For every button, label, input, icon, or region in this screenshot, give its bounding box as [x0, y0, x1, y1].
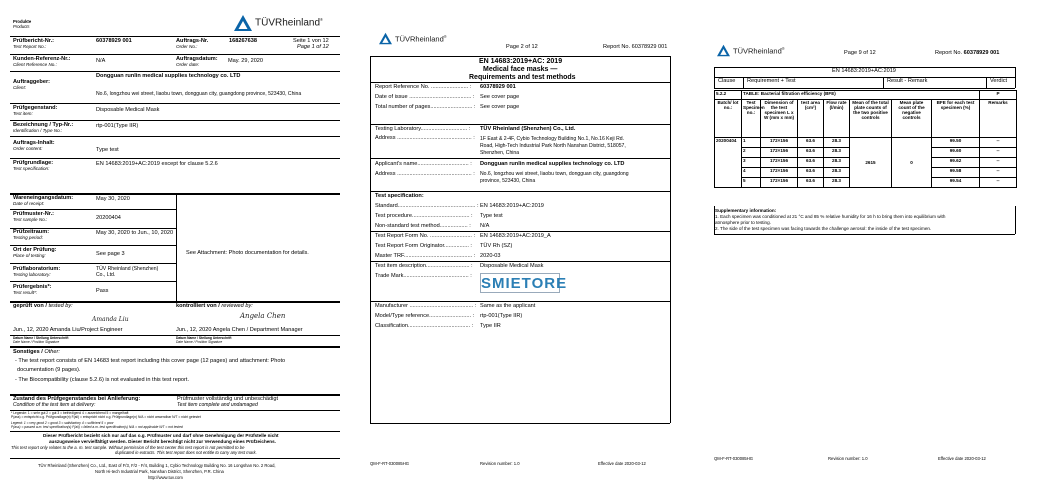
footer-url[interactable]: http://www.tuv.com: [148, 475, 183, 480]
col-area-text: test area (cm²): [801, 100, 820, 111]
bfe-cell: 99.62: [932, 158, 980, 168]
cond-label-en: Condition of the test item at delivery:: [13, 402, 96, 408]
report-no: 60378929 001: [96, 38, 132, 44]
tuv-logo: [233, 14, 323, 32]
tuv-logo-3: [716, 44, 785, 57]
flow-cell: 28.3: [824, 158, 850, 168]
legend-2: P(ass) = entspricht o.g. Prüfgrundlage(n) F(ail) = entspricht nicht o.g. Prüfgrundlage(n) N/A = nicht anwendbar N/T = nicht getestet: [11, 415, 201, 419]
master-label: Master TRF............................................ :: [375, 253, 476, 259]
remark-cell: --: [980, 168, 1017, 178]
col-negative: [892, 100, 932, 138]
mfr-value: Same as the applicant: [480, 303, 536, 309]
report-no-2: Report No. 60378929 001: [603, 44, 668, 50]
col-specimen: [742, 100, 765, 138]
receipt-value: May 30, 2020: [96, 196, 130, 202]
col-negative-text: Mean plate count of the negative controls: [898, 100, 925, 121]
dim-cell: 172×156: [761, 168, 798, 178]
page-label: Seite 1 von 12: [293, 38, 329, 44]
procedure-label: Test procedure..................................... :: [375, 213, 473, 219]
client-ref-label: Kunden-Referenz-Nr.:: [13, 56, 71, 62]
spec-label-en: Test specification:: [13, 166, 50, 171]
tested-by-de: geprüft von /: [13, 303, 47, 309]
area-cell: 63.6: [798, 138, 824, 148]
item-label: Prüfgegenstand:: [13, 105, 58, 111]
area-cell: 63.6: [798, 148, 824, 158]
brand-reg-2: ®: [443, 33, 447, 39]
model-value: rtp-001(Type IIR): [480, 313, 523, 319]
col-remarks-text: Remarks: [988, 100, 1008, 105]
dim-cell: 172×156: [761, 158, 798, 168]
result-value: Pass: [96, 288, 109, 294]
client-label: Auftraggeber:: [13, 79, 50, 85]
applicant-addr-1: No.6, longzhou wei street, liaobu town, dongguan city, guangdong: [480, 171, 629, 177]
period-label-en: Testing period:: [13, 235, 43, 240]
page-2: [366, 25, 673, 473]
col-batch: [715, 100, 742, 138]
pages-value: See cover page: [480, 104, 520, 110]
batch-text: 20200404: [716, 138, 737, 143]
footer-mid-2: Revision number: 1.0: [480, 461, 520, 466]
order-date-label: Auftragsdatum:: [176, 56, 218, 62]
lab-label-2: Testing Laboratory.............................. :: [375, 126, 471, 132]
desc-value: Disposable Medical Mask: [480, 263, 544, 269]
result-header: Result - Remark: [887, 78, 928, 84]
tested-line: Jun., 12, 2020 Amanda Liu/Project Engineer: [13, 327, 123, 333]
reviewed-by-en: reviewed by:: [221, 303, 253, 309]
lab-value-2: Co., Ltd.: [96, 272, 116, 278]
spec-no: 1: [742, 138, 761, 148]
section-no: [715, 91, 742, 100]
spec-no: 5: [742, 178, 761, 188]
report-no-label-3: Report No.: [935, 50, 963, 56]
legend-3: Legend: 1 = very good 2 = good 3 = satisfactory 4 = sufficient 5 = poor: [11, 421, 114, 425]
class-value: Type IIR: [480, 323, 501, 329]
spec-value: EN 14683:2019+AC:2019 except for clause 5.2.6: [96, 161, 218, 167]
period-label: Prüfzeitraum:: [13, 229, 50, 235]
sample-label-en: Test sample No.:: [13, 217, 48, 222]
mean-negative: 0: [892, 138, 932, 188]
triangle-icon: [378, 32, 393, 45]
order-no-label: Auftrags-Nr.: [176, 38, 209, 44]
receipt-label-en: Date of receipt:: [13, 201, 45, 206]
item-label-en: Test item:: [13, 111, 33, 116]
lab-addr-3: Shenzhen, China: [480, 150, 520, 156]
disclaimer-2: auszugsweise vervielfältigt werden. Dieser Bericht berechtigt nicht zur Verwendung eines Prüfzeichens.: [49, 439, 276, 444]
remark-cell: --: [980, 158, 1017, 168]
content-value: Type test: [96, 147, 119, 153]
reviewed-signature: Angela Chen: [240, 312, 286, 320]
verdict-header: Verdict: [990, 78, 1008, 84]
std-title-2: Medical face masks —: [483, 66, 558, 73]
page-label-en: Page 1 of 12: [297, 44, 329, 50]
mean-positive: 2615: [850, 138, 892, 188]
products-label: Produkte: [13, 19, 32, 24]
footer-2: North Hi-tech Industrial Park, Nanshan District, Shenzhen, P.R. China: [95, 469, 224, 474]
spec-title: Test specification:: [375, 193, 424, 199]
flow-cell: 28.3: [824, 168, 850, 178]
procedure-value: Type test: [480, 213, 503, 219]
bfe-table: [714, 90, 1017, 188]
bfe-cell: 99.60: [932, 148, 980, 158]
applicant-label: Applicant's name................................. :: [375, 161, 472, 167]
order-date-label-en: Order date:: [176, 62, 200, 67]
brand-name-2: TÜVRheinland: [395, 34, 444, 44]
tested-signature: Amanda Liu: [92, 316, 129, 323]
sig-cols-2-en: Date Name / Position Signature: [176, 340, 223, 344]
desc-label: Test item description............................ :: [375, 263, 473, 269]
brand-name-3: TÜVRheinland: [733, 46, 782, 56]
content-label-en: Order content:: [13, 146, 43, 151]
period-value: May 30, 2020 to Jun., 10, 2020: [96, 230, 174, 236]
bfe-cell: 99.58: [932, 168, 980, 178]
col-positive-text: Mean of the total plate counts of the two positive controls: [852, 100, 889, 121]
cond-value: Prüfmuster vollständig und unbeschädigt: [177, 396, 279, 402]
footer-right-3: Effective date 2020-03-12: [938, 456, 986, 461]
model-label: Model/Type reference........................... :: [375, 313, 475, 319]
receipt-label: Wareneingangsdatum:: [13, 195, 74, 201]
report-no-3: 60378929 001: [963, 50, 1000, 56]
class-label: Classification........................................ :: [375, 323, 474, 329]
nonstd-label: Non-standard test method.................. :: [375, 223, 471, 229]
remark-cell: --: [980, 178, 1017, 188]
place-label: Ort der Prüfung:: [13, 247, 57, 253]
batch-cell: [715, 138, 742, 188]
table-title-text: TABLE: Bacterial filtration efficiency (BFE): [743, 91, 836, 96]
table-verdict: [980, 91, 1017, 100]
reviewed-by-de: kontrolliert von /: [176, 303, 220, 309]
reviewed-line: Jun., 12, 2020 Angela Chen / Department Manager: [176, 327, 303, 333]
lab-label-en: Testing laboratory:: [13, 272, 51, 277]
std-title-3: Requirements and test methods: [469, 74, 576, 81]
other-1: - The test report consists of EN 14683 test report including this cover page (12 pages) and attachment: Photo: [15, 358, 286, 364]
applicant-name: Dongguan runlin medical supplies technology co. LTD: [480, 161, 625, 167]
lab-addr-label: Address ................................................ :: [375, 135, 475, 141]
other-label: [13, 350, 60, 356]
standard-label: Standard.................................................. :: [375, 203, 479, 209]
page-label-3: Page 9 of 12: [844, 50, 876, 56]
col-bfe: [932, 100, 980, 138]
col-positive: [850, 100, 892, 138]
ident-value: rtp-001(Type IIR): [96, 123, 139, 129]
item-value: Disposable Medical Mask: [96, 107, 160, 113]
result-label: Prüfergebnis*:: [13, 284, 52, 290]
issue-value: See cover page: [480, 94, 520, 100]
spec-no: 4: [742, 168, 761, 178]
trademark-label: Trade Mark.......................................... :: [375, 273, 472, 279]
col-area: [798, 100, 824, 138]
order-no: 168267638: [229, 38, 257, 44]
brand-reg: ®: [320, 17, 323, 23]
pages-label: Total number of pages........................... :: [375, 104, 476, 110]
supp-1b: atmosphere prior to testing.: [715, 220, 771, 225]
col-dimension: [761, 100, 798, 138]
header-row: [715, 100, 1017, 138]
std-title: EN 14683:2019+AC: 2019: [479, 58, 563, 65]
legend-1: * Legende: 1 = sehr gut 2 = gut 3 = befriedigend 4 = ausreichend 5 = mangelhaft: [11, 411, 129, 415]
reviewed-by-label: [176, 304, 253, 310]
remark-cell: --: [980, 138, 1017, 148]
footer-left-2: QM-F-RT-030085HG: [370, 461, 410, 466]
other-en: Other:: [44, 349, 60, 355]
report-no-label-en: Test Report No.:: [13, 44, 47, 49]
col-remarks: [980, 100, 1017, 138]
footer-1: TÜV Rheinland (Shenzhen) Co., Ltd., East of F/3, F/2 - F/4, Building 1, Cybio Technology Building No. 16 Longshan No. 2 Road,: [38, 463, 276, 468]
triangle-icon: [233, 14, 253, 32]
tested-by-label: [13, 304, 73, 310]
supp-2: 2. The side of the test specimen was facing towards the challenge aerosol: the inside of the test specimen.: [715, 226, 932, 231]
disclaimer-4: duplicated in extracts. This test report does not entitle to carry any test mark.: [115, 450, 257, 455]
originator-label: Test Report Form Originator................ :: [375, 243, 472, 249]
lab-addr-2: Road, High-Tech Industrial Park North Nanshan District, 518057,: [480, 143, 626, 149]
area-cell: 63.6: [798, 168, 824, 178]
other-2: - The Biocompatibility (clause 5.2.6) is not evaluated in this test report.: [15, 377, 190, 383]
result-label-en: Test result*:: [13, 290, 38, 295]
lab-name-2: TÜV Rheinland (Shenzhen) Co., Ltd.: [480, 126, 576, 132]
client-label-en: Client:: [13, 85, 27, 90]
legend-4: P(ass) = passed a.m. test specification(s) F(ail) = failed a.m. test specification(s) N/A = not applicable N/T = not tested: [11, 425, 183, 429]
flow-cell: 28.3: [824, 148, 850, 158]
flow-cell: 28.3: [824, 138, 850, 148]
dim-cell: 172×156: [761, 178, 798, 188]
ref-value: 60378929 001: [480, 84, 516, 90]
dim-cell: 172×156: [761, 138, 798, 148]
table-row: [715, 138, 1017, 148]
sig-cols-1-en: Date Name / Position Signature: [13, 340, 60, 344]
content-label: Auftrags-Inhalt:: [13, 140, 55, 146]
cover-page: [10, 10, 340, 488]
table-verdict-text: P: [996, 91, 1000, 96]
issue-label: Date of issue ........................................ :: [375, 94, 475, 100]
sig-cols-2: Datum Name / Stellung Unterschrift: [176, 336, 232, 340]
remark-cell: --: [980, 148, 1017, 158]
trademark-logo: SMIETORE: [481, 275, 568, 292]
applicant-addr-2: province, 523430, China: [480, 178, 536, 184]
ident-label: Bezeichnung / Typ-Nr.:: [13, 122, 74, 128]
lab-addr-1: 1F East & 2-4F, Cybio Technology Building No.1, No.16 Keji Rd.: [480, 136, 625, 142]
ident-label-en: Identification / Type No.:: [13, 128, 63, 133]
section-no-text: 5.2.2: [716, 91, 727, 96]
trf-label: Test Report Form No. ........................... :: [375, 233, 476, 239]
nonstd-value: N/A: [480, 223, 490, 229]
triangle-icon: [716, 44, 731, 57]
cond-value-en: Test item complete and undamaged: [177, 402, 258, 408]
order-no-label-en: Order No.:: [176, 44, 198, 49]
col-flow: [824, 100, 850, 138]
client-ref: N/A: [96, 58, 106, 64]
area-cell: 63.6: [798, 158, 824, 168]
other-de: Sonstiges /: [13, 349, 43, 355]
place-value: See page 3: [96, 251, 125, 257]
tuv-logo-2: [378, 32, 447, 45]
clause-header: Clause: [718, 78, 736, 84]
master-value: 2020-03: [480, 253, 501, 259]
supp-title: Supplementary information:: [715, 208, 777, 213]
lab-label: Prüflaboratorium:: [13, 266, 61, 272]
requirement-header: Requirement + Test: [747, 78, 796, 84]
col-specimen-text: Test Specimen no.:: [743, 100, 765, 116]
sig-cols-1: Datum Name / Stellung Unterschrift: [13, 336, 69, 340]
cond-label: Zustand des Prüfgegenstandes bei Anlieferung:: [13, 396, 141, 402]
supp-1: 1. Each specimen was conditioned at 21 °C and 85 % relative humidity for 16 h to bring them into equilibrium with: [715, 214, 946, 219]
page-label-2: Page 2 of 12: [506, 44, 538, 50]
disclaimer-1: Dieser Prüfbericht bezieht sich nur auf das o.g. Prüfmuster und darf ohne Genehmigung der Prüfstelle nicht: [43, 433, 279, 438]
std-header: EN 14683:2019+AC:2019: [832, 68, 896, 74]
order-date: May. 29, 2020: [228, 58, 264, 64]
col-dimension-text: Dimension of the test specimen L x W (mm x mm): [763, 100, 795, 121]
client-name: Dongguan runlin medical supplies technology co. LTD: [96, 73, 241, 79]
table-title: [742, 91, 980, 100]
col-batch-text: Batch/ lot no.:: [717, 100, 739, 111]
originator-value: TÜV Rh (SZ): [480, 243, 513, 249]
footer-right-2: Effective date 2020-03-12: [598, 461, 646, 466]
footer-left-3: QM-F-RT-030085HG: [714, 456, 754, 461]
lab-value-1: TÜV Rheinland (Shenzhen): [96, 266, 159, 272]
spec-no: 2: [742, 148, 761, 158]
col-bfe-text: BFE for each test specimen (%): [936, 100, 975, 111]
tested-by-en: tested by:: [48, 303, 73, 309]
footer-mid-3: Revision number: 1.0: [828, 456, 868, 461]
place-label-en: Place of testing:: [13, 253, 46, 258]
brand-reg-3: ®: [781, 45, 785, 51]
page-9: [710, 38, 1018, 468]
products-label-en: Products: [13, 24, 30, 29]
trf-value: EN 14683:2019+AC:2019_A: [480, 233, 551, 239]
applicant-addr-label: Address ................................................ :: [375, 171, 475, 177]
standard-value: EN 14683:2019+AC:2019: [480, 203, 544, 209]
sample-value: 20200404: [96, 215, 121, 221]
brand-name: TÜVRheinland: [255, 17, 321, 29]
spec-no: 3: [742, 158, 761, 168]
other-1b: documentation (9 pages).: [17, 367, 81, 373]
bfe-cell: 99.54: [932, 178, 980, 188]
attachment-note: See Attachment: Photo documentation for details.: [186, 250, 309, 256]
col-flow-text: Flow rate (l/min): [826, 100, 847, 111]
mfr-label: Manufacturer ......................................... :: [375, 303, 477, 309]
spec-label: Prüfgrundlage:: [13, 160, 54, 166]
area-cell: 63.6: [798, 178, 824, 188]
disclaimer-3: This test report only relates to the a. m. test sample. Without permission of the test center this test report is not permitted to be: [11, 445, 245, 450]
bfe-cell: 99.50: [932, 138, 980, 148]
client-addr: No.6, longzhou wei street, liaobu town, dongguan city, guangdong province, 523430, China: [96, 91, 302, 97]
report-no-label: Prüfbericht-Nr.:: [13, 38, 55, 44]
client-ref-label-en: Client Reference No.:: [13, 62, 57, 67]
sample-label: Prüfmuster-Nr.:: [13, 211, 55, 217]
ref-label: Report Reference No. ........................ :: [375, 84, 472, 90]
dim-cell: 172×156: [761, 148, 798, 158]
flow-cell: 28.3: [824, 178, 850, 188]
